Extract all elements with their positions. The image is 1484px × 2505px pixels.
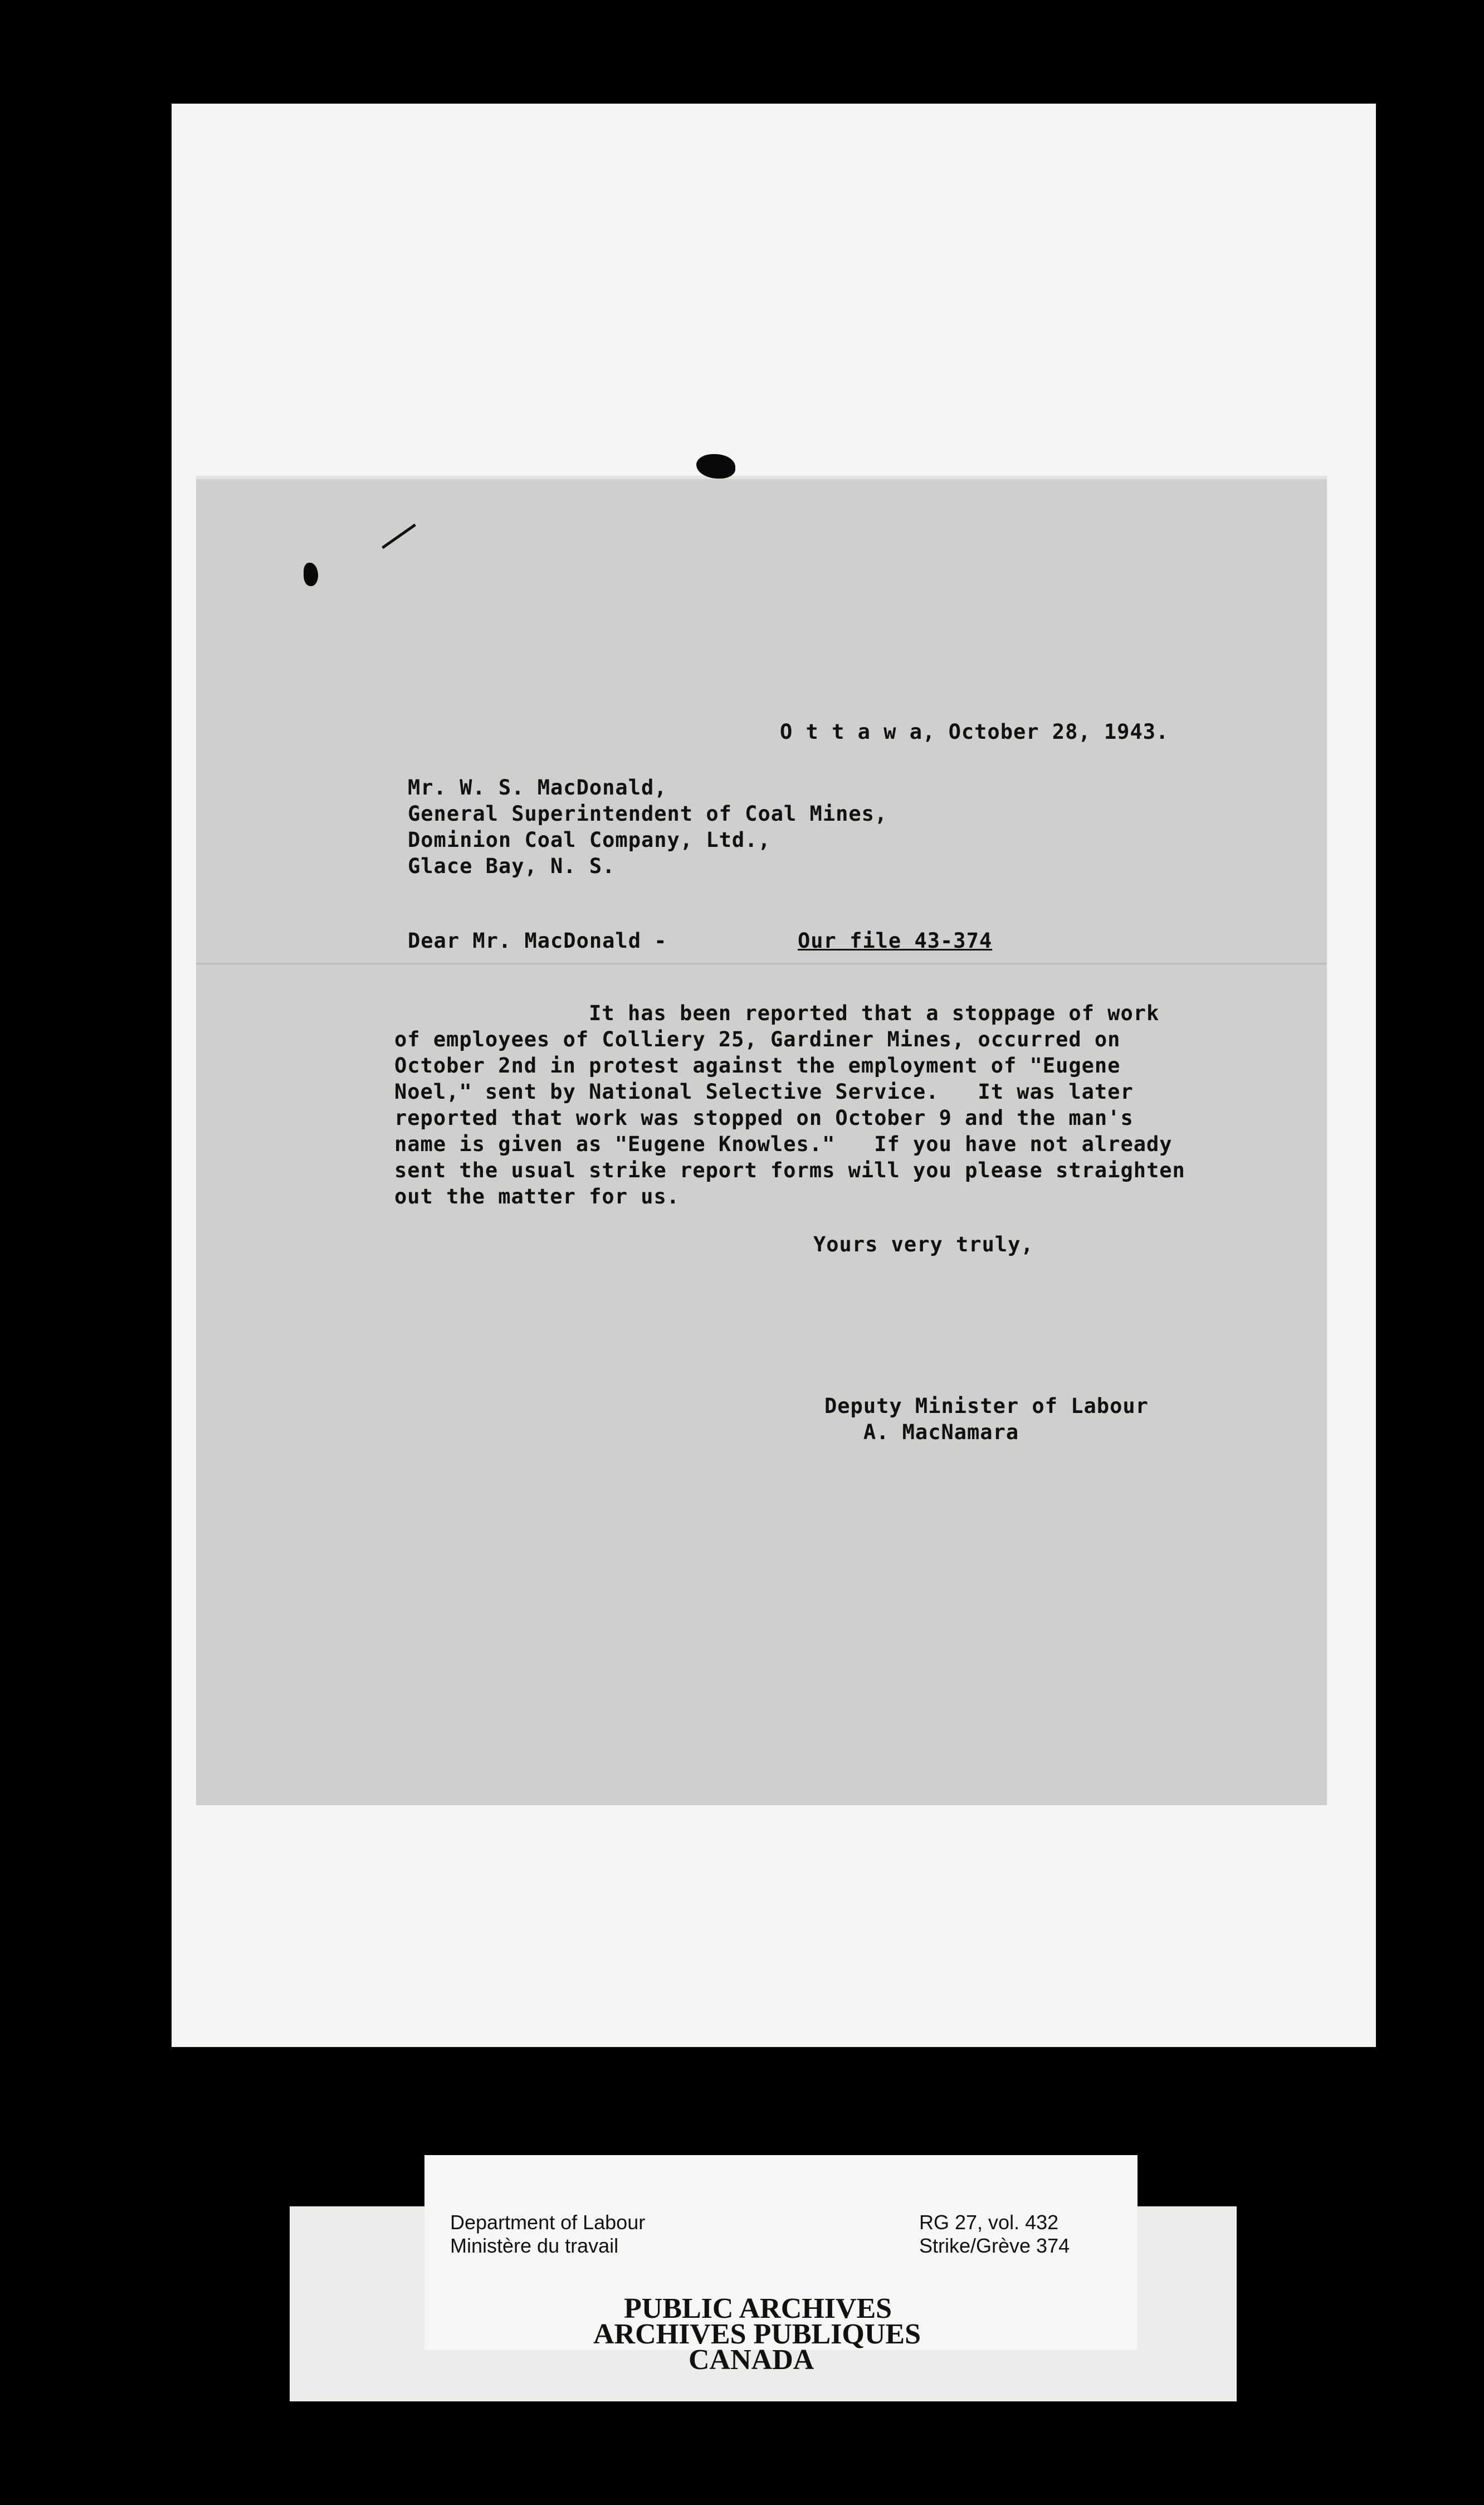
addressee-line: General Superintendent of Coal Mines, — [408, 802, 888, 826]
body-line: Noel," sent by National Selective Service. It was later — [394, 1080, 1134, 1104]
department-french: Ministère du travail — [450, 2234, 619, 2257]
addressee-line: Mr. W. S. MacDonald, — [408, 776, 667, 800]
body-line: October 2nd in protest against the employment of "Eugene — [394, 1054, 1121, 1078]
signature-name: A. MacNamara — [824, 1420, 1019, 1444]
fold-line — [196, 963, 1327, 964]
letter-dateline: O t t a w a, October 28, 1943. — [780, 720, 1169, 744]
archives-stamp-line: CANADA — [689, 2344, 814, 2376]
file-reference: Our file 43-374 — [798, 929, 993, 953]
reference-strike: Strike/Grève 374 — [919, 2234, 1070, 2257]
ink-blot — [304, 563, 318, 586]
body-line: name is given as "Eugene Knowles." If you have not already — [394, 1132, 1173, 1156]
letter-body — [394, 1000, 1185, 1210]
signature-title: Deputy Minister of Labour — [824, 1394, 1149, 1418]
addressee-line: Dominion Coal Company, Ltd., — [408, 828, 771, 852]
body-line: out the matter for us. — [394, 1185, 680, 1208]
body-line: sent the usual strike report forms will you please straighten — [394, 1158, 1185, 1182]
body-line: reported that work was stopped on October 9 and the man's — [394, 1106, 1134, 1130]
department-english: Department of Labour — [450, 2211, 646, 2234]
complimentary-close: Yours very truly, — [813, 1232, 1034, 1256]
archives-stamp-line: PUBLIC ARCHIVES — [624, 2293, 892, 2324]
body-line: of employees of Colliery 25, Gardiner Mines, occurred on — [394, 1027, 1121, 1051]
addressee-line: Glace Bay, N. S. — [408, 854, 616, 878]
signature-block — [824, 1393, 1149, 1445]
addressee-block — [408, 774, 887, 879]
archives-stamp-line: ARCHIVES PUBLIQUES — [593, 2318, 921, 2350]
salutation: Dear Mr. MacDonald - — [408, 929, 667, 953]
reference-volume: RG 27, vol. 432 — [919, 2211, 1059, 2234]
body-line: It has been reported that a stoppage of work — [394, 1001, 1160, 1025]
